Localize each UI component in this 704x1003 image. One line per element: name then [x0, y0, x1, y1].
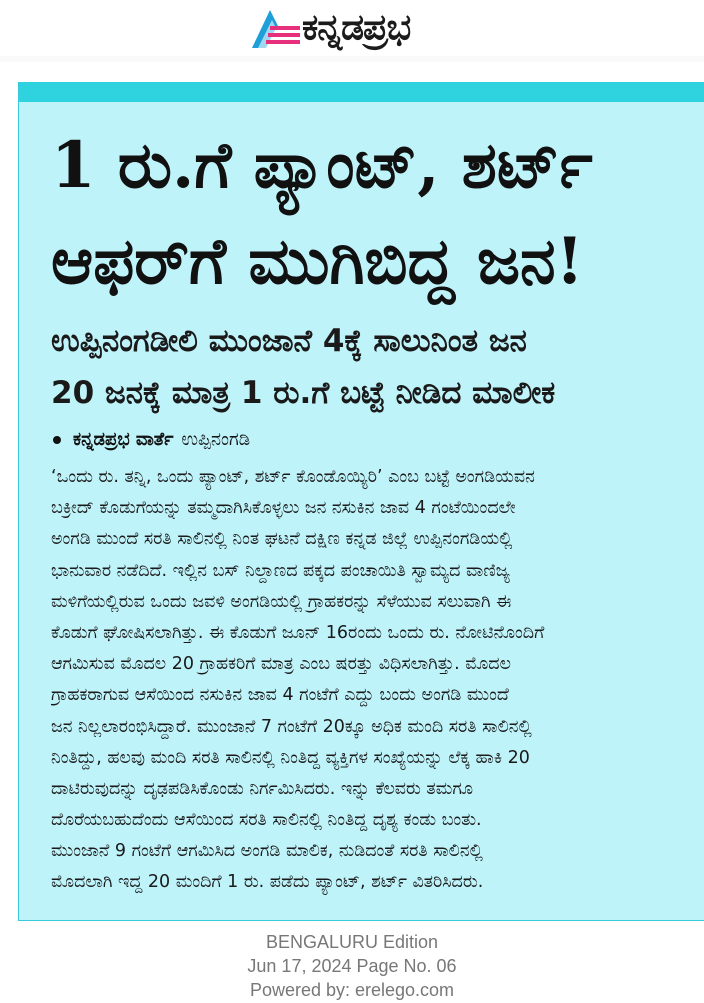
- body-line: ಮುಂಜಾನೆ 9 ಗಂಟೆಗೆ ಆಗಮಿಸಿದ ಅಂಗಡಿ ಮಾಲಿಕ, ನುಡಿದಂತೆ ಸರತಿ ಸಾಲಿನಲ್ಲಿ: [51, 841, 483, 862]
- article-clipping: [18, 82, 704, 921]
- body-line: ನಿಂತಿದ್ದು, ಹಲವು ಮಂದಿ ಸರತಿ ಸಾಲಿನಲ್ಲಿ ನಿಂತಿದ್ದ ವ್ಯಕ್ತಿಗಳ ಸಂಖ್ಯೆಯನ್ನು ಲೆಕ್ಕ ಹಾಕಿ 20: [51, 747, 530, 768]
- edition-label: BENGALURU Edition: [265, 932, 439, 952]
- date-page-label: Jun 17, 2024 Page No. 06: [247, 956, 457, 976]
- body-line: ಬಕ್ರೀದ್ ಕೊಡುಗೆಯನ್ನು ತಮ್ಮದಾಗಿಸಿಕೊಳ್ಳಲು ಜನ ನಸುಕಿನ ಜಾವ 4 ಗಂಟೆಯಿಂದಲೇ: [51, 498, 516, 519]
- subheadline-line: ಉಪ್ಪಿನಂಗಡೀಲಿ ಮುಂಜಾನೆ 4ಕ್ಕೆ ಸಾಲುನಿಂತ ಜನ: [51, 323, 527, 359]
- body-line: ಕೊಡುಗೆ ಘೋಷಿಸಲಾಗಿತ್ತು. ಈ ಕೊಡುಗೆ ಜೂನ್ 16ರಂದು ಒಂದು ರು. ನೋಟಿನೊಂದಿಗೆ: [51, 622, 545, 643]
- body-line: ಮಳಿಗೆಯಲ್ಲಿರುವ ಒಂದು ಜವಳಿ ಅಂಗಡಿಯಲ್ಲಿ ಗ್ರಾಹಕರನ್ನು ಸೆಳೆಯುವ ಸಲುವಾಗಿ ಈ: [51, 591, 512, 612]
- body-line: ‘ಒಂದು ರು. ತನ್ನಿ, ಒಂದು ಪ್ಯಾಂಟ್, ಶರ್ಟ್ ಕೊಂಡೊಯ್ಯಿರಿ’ ಎಂಬ ಬಟ್ಟೆ ಅಂಗಡಿಯವನ: [51, 467, 535, 487]
- article-body: [51, 462, 704, 899]
- body-line: ಅಂಗಡಿ ಮುಂದೆ ಸರತಿ ಸಾಲಿನಲ್ಲಿ ನಿಂತ ಘಟನೆ ದಕ್ಷಿಣ ಕನ್ನಡ ಜಿಲ್ಲೆ ಉಪ್ಪಿನಂಗಡಿಯಲ್ಲಿ: [51, 529, 513, 550]
- body-line: ದೊರೆಯಬಹುದೆಂದು ಆಸೆಯಿಂದ ಸರತಿ ಸಾಲಿನಲ್ಲಿ ನಿಂತಿದ್ದ ದೃಶ್ಯ ಕಂಡು ಬಂತು.: [51, 810, 482, 831]
- site-header: [0, 0, 704, 57]
- byline: [53, 426, 250, 454]
- byline-place: ಉಪ್ಪಿನಂಗಡಿ: [181, 429, 251, 450]
- body-line: ಜನ ನಿಲ್ಲಲಾರಂಭಿಸಿದ್ದಾರೆ. ಮುಂಜಾನೆ 7 ಗಂಟೆಗೆ 20ಕ್ಕೂ ಅಧಿಕ ಮಂದಿ ಸರತಿ ಸಾಲಿನಲ್ಲಿ: [51, 716, 532, 737]
- logo-mark-icon: [248, 6, 300, 50]
- subheadline-line: 20 ಜನಕ್ಕೆ ಮಾತ್ರ 1 ರು.ಗೆ ಬಟ್ಟೆ ನೀಡಿದ ಮಾಲೀಕ: [51, 375, 556, 411]
- logo-text: ಕನ್ನಡಪ್ರಭ: [302, 7, 411, 48]
- body-line: ದಾಟಿರುವುದನ್ನು ದೃಢಪಡಿಸಿಕೊಂಡು ನಿರ್ಗಮಿಸಿದರು. ಇನ್ನು ಕೆಲವರು ತಮಗೂ: [51, 778, 473, 799]
- publication-logo[interactable]: [248, 4, 410, 50]
- body-line: ಮೊದಲಾಗಿ ಇದ್ದ 20 ಮಂದಿಗೆ 1 ರು. ಪಡೆದು ಪ್ಯಾಂಟ್, ಶರ್ಟ್ ವಿತರಿಸಿದರು.: [51, 872, 484, 893]
- page-footer: [0, 930, 704, 1002]
- bullet-icon: [53, 436, 61, 444]
- header-divider: [0, 56, 704, 62]
- body-line: ಗ್ರಾಹಕರಾಗುವ ಆಸೆಯಿಂದ ನಸುಕಿನ ಜಾವ 4 ಗಂಟೆಗೆ ಎದ್ದು ಬಂದು ಅಂಗಡಿ ಮುಂದೆ: [51, 685, 509, 706]
- article-top-bar: [19, 82, 704, 102]
- powered-by-link[interactable]: Powered by: erelego.com: [249, 980, 455, 1000]
- body-line: ಭಾನುವಾರ ನಡೆದಿದೆ. ಇಲ್ಲಿನ ಬಸ್ ನಿಲ್ದಾಣದ ಪಕ್ಕದ ಪಂಚಾಯಿತಿ ಸ್ವಾಮ್ಯದ ವಾಣಿಜ್ಯ: [51, 560, 510, 581]
- headline-line: 1 ರು.ಗೆ ಪ್ಯಾಂಟ್, ಶರ್ಟ್: [51, 128, 593, 203]
- headline: [51, 118, 704, 310]
- headline-line: ಆಫರ್‌ಗೆ ಮುಗಿಬಿದ್ದ ಜನ!: [51, 224, 584, 299]
- byline-source: ಕನ್ನಡಪ್ರಭ ವಾರ್ತೆ: [73, 429, 174, 450]
- body-line: ಆಗಮಿಸುವ ಮೊದಲ 20 ಗ್ರಾಹಕರಿಗೆ ಮಾತ್ರ ಎಂಬ ಷರತ್ತು ವಿಧಿಸಲಾಗಿತ್ತು. ಮೊದಲ: [51, 654, 511, 675]
